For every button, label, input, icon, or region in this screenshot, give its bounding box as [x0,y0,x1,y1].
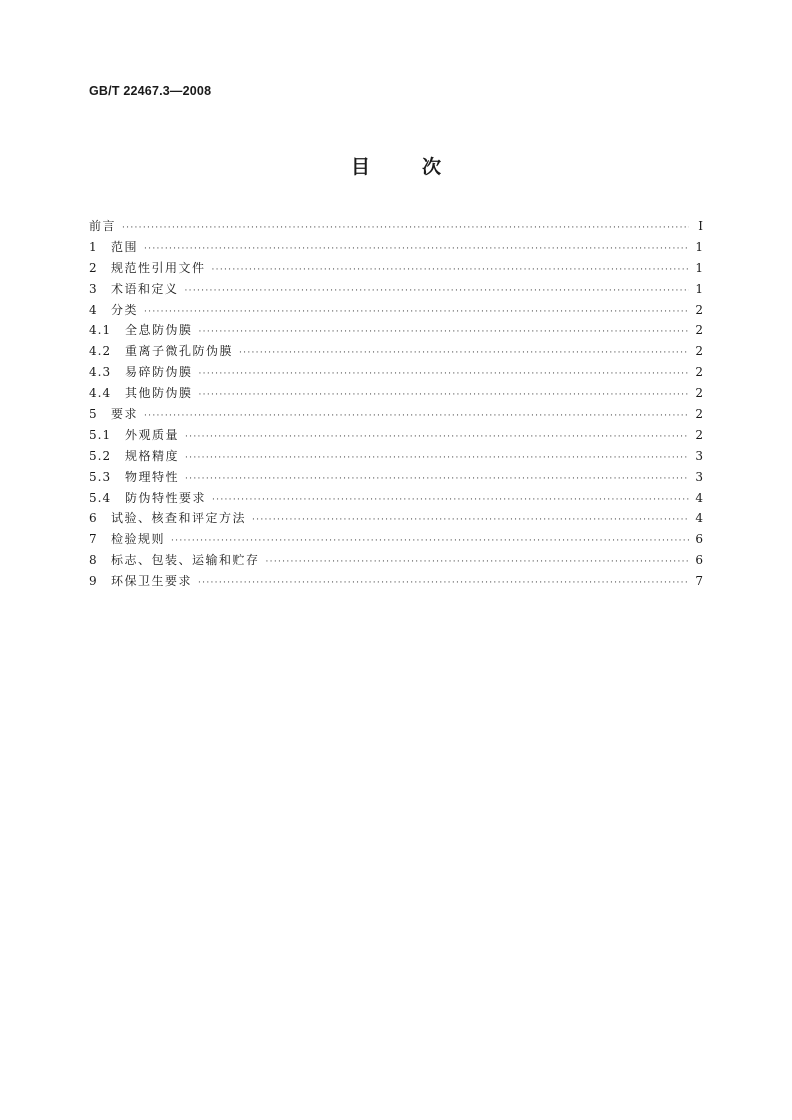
toc-leader [199,385,689,406]
toc-entry-label: 重离子微孔防伪膜 [125,344,234,359]
toc-leader [198,573,689,594]
toc-entry[interactable] [89,508,703,529]
toc-entry[interactable] [89,488,703,509]
toc-entry-number: 4.1 [89,323,112,338]
toc-leader [185,469,689,490]
toc-entry-number: 5.2 [89,448,112,463]
toc-entry-label: 易碎防伪膜 [125,365,193,380]
toc-leader [185,448,689,469]
toc-entry-label: 前言 [89,219,117,233]
toc-leader [144,406,689,427]
toc-entry-label: 物理特性 [125,469,180,484]
toc-entry-label: 要求 [111,407,139,422]
toc-entry-number: 5.1 [89,427,112,442]
toc-leader [212,490,689,511]
toc-entry-label: 分类 [111,302,139,317]
toc-entry-page: 4 [695,490,703,505]
toc-entry-number: 9 [89,574,98,589]
toc-entry-label: 规格精度 [125,448,180,463]
toc-entry-label: 外观质量 [125,427,180,442]
standard-code: GB/T 22467.3—2008 [89,84,212,98]
toc-entry[interactable] [89,571,703,592]
toc-entry-page: 2 [695,365,703,380]
toc-entry[interactable] [89,362,703,383]
toc-entry-label: 全息防伪膜 [125,323,193,338]
toc-leader [199,364,689,385]
toc-entry-label: 试验、核查和评定方法 [111,511,247,526]
toc-entry[interactable] [89,300,703,321]
toc-entry-label: 防伪特性要求 [125,490,207,505]
toc-entry-page: Ⅰ [698,219,703,233]
toc-leader [266,552,689,573]
toc-entry-page: 2 [695,323,703,338]
toc-entry[interactable] [89,258,703,279]
toc-entry-page: 1 [695,260,703,275]
title-char-2: 次 [422,156,442,178]
toc-entry[interactable] [89,341,703,362]
toc-entry-page: 7 [695,574,703,589]
toc-entry[interactable] [89,550,703,571]
toc-leader [199,322,689,343]
toc-entry-page: 2 [695,427,703,442]
toc-leader [171,531,689,552]
toc-entry-label: 环保卫生要求 [111,574,193,589]
toc-leader [212,260,689,281]
toc-entry-number: 5.4 [89,490,112,505]
toc-entry-number: 4 [89,302,98,317]
toc-entry-page: 1 [695,239,703,254]
toc-entry[interactable] [89,467,703,488]
toc-entry-page: 2 [695,344,703,359]
toc-entry-number: 6 [89,511,98,526]
toc-entry-label: 术语和定义 [111,281,179,296]
toc-entry-label: 检验规则 [111,532,166,547]
toc-entry[interactable] [89,425,703,446]
toc-entry-number: 7 [89,532,98,547]
toc-entry-page: 6 [695,553,703,568]
toc-leader [239,343,689,364]
toc-entry-page: 2 [695,407,703,422]
toc-entry[interactable] [89,404,703,425]
toc-entry-number: 2 [89,260,98,275]
title-char-1: 目 [350,156,370,178]
toc-entry-page: 1 [695,281,703,296]
toc-entry-label: 标志、包装、运输和贮存 [111,553,260,568]
toc-leader [185,281,689,302]
toc-leader [252,510,689,531]
toc-entry-number: 3 [89,281,98,296]
toc-entry-page: 3 [695,469,703,484]
toc-entry-label: 范围 [111,239,139,254]
toc-entry-number: 4.4 [89,386,112,401]
toc-leader [122,218,689,239]
toc-entry-page: 2 [695,386,703,401]
page-title [0,152,792,179]
toc-entry[interactable] [89,237,703,258]
toc-entry-preface[interactable] [89,216,703,237]
toc-leader [144,239,689,260]
toc-entry-page: 6 [695,532,703,547]
toc-entry-page: 4 [695,511,703,526]
toc-entry-number: 4.3 [89,365,112,380]
toc-leader [185,427,689,448]
toc-entry-number: 1 [89,239,98,254]
toc-leader [144,302,689,323]
toc-entry-number: 4.2 [89,344,112,359]
toc-entry[interactable] [89,529,703,550]
toc-entry-number: 5.3 [89,469,112,484]
toc-entry-label: 规范性引用文件 [111,260,206,275]
toc-entry-page: 3 [695,448,703,463]
toc-entry[interactable] [89,383,703,404]
toc-entry[interactable] [89,446,703,467]
toc-entry-label: 其他防伪膜 [125,386,193,401]
toc-entry-page: 2 [695,302,703,317]
table-of-contents [89,216,703,592]
toc-entry[interactable] [89,320,703,341]
toc-entry-number: 8 [89,553,98,568]
toc-entry-number: 5 [89,407,98,422]
toc-entry[interactable] [89,279,703,300]
